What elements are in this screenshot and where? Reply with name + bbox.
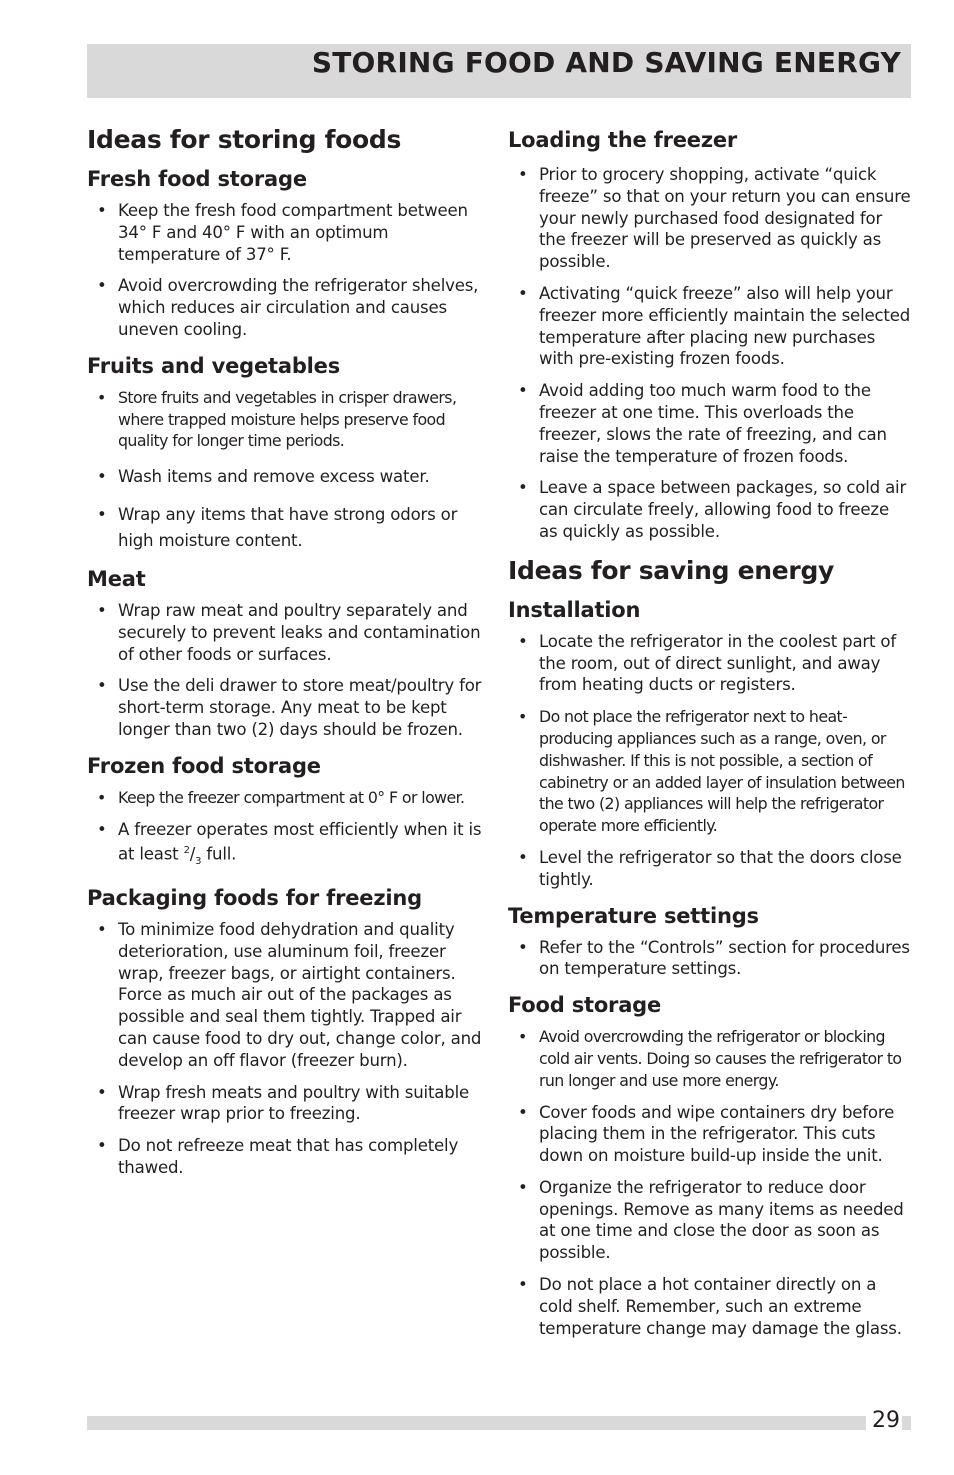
page-number: 29: [866, 1406, 902, 1436]
list-item: • Locate the refrigerator in the coolest part of the room, out of direct sunlight, and away from heating ducts or registers.: [518, 631, 897, 695]
section-title: Food storage: [508, 993, 662, 1018]
list-item: • Do not refreeze meat that has completely thawed.: [97, 1136, 459, 1177]
section-title: Frozen food storage: [87, 753, 321, 778]
section-installation: [508, 595, 912, 891]
list-item: • Wrap raw meat and poultry separately and securely to prevent leaks and contamination of other foods or surfaces.: [97, 600, 481, 664]
list-item: • Keep the fresh food compartment between 34° F and 40° F with an optimum temperature of 37° F.: [97, 201, 468, 264]
left-column: [87, 122, 487, 1189]
list-item: • Prior to grocery shopping, activate “quick freeze” so that on your return you can ensure your newly purchased food designated for the freezer will be preserved as quickly as possible.: [518, 165, 911, 272]
section-fruits-vegetables: [87, 351, 487, 554]
footer-bar: [87, 1416, 911, 1430]
section-loading-freezer: [508, 122, 912, 543]
list-item: • Organize the refrigerator to reduce door openings. Remove as many items as needed at one time and close the door as soon as possible.: [518, 1177, 904, 1263]
heading-saving-energy: Ideas for saving energy: [508, 555, 835, 585]
list-item: • Wash items and remove excess water.: [97, 467, 430, 487]
list-item: • Keep the freezer compartment at 0° F or lower.: [97, 787, 465, 807]
section-title: Temperature settings: [508, 903, 759, 928]
list-item: • Level the refrigerator so that the doors close tightly.: [518, 847, 902, 889]
list-item: • A freezer operates most efficiently when it is at least $^2/_3$ full.: [97, 819, 482, 868]
section-meat: [87, 564, 487, 741]
section-title: Installation: [508, 597, 641, 622]
list-item: • Wrap any items that have strong odors or high moisture content.: [97, 504, 458, 550]
section-frozen-food: [87, 751, 487, 873]
section-temperature-settings: [508, 901, 912, 981]
list-item: • Activating “quick freeze” also will help your freezer more efficiently maintain the selected temperature after placing new purchases with pre-existing frozen foods.: [518, 283, 911, 369]
list-item: • Do not place a hot container directly on a cold shelf. Remember, such an extreme temperature change may damage the glass.: [518, 1275, 902, 1338]
right-column: [508, 122, 912, 1349]
fraction-numerator: 2: [183, 845, 190, 857]
section-fresh-food: [87, 164, 487, 341]
heading-storing-foods: Ideas for storing foods: [87, 125, 402, 154]
list-item: • Avoid overcrowding the refrigerator or blocking cold air vents. Doing so causes the refrigerator to run longer and use more energy.: [518, 1027, 902, 1090]
list-item: • Avoid adding too much warm food to the freezer at one time. This overloads the freezer, slows the rate of freezing, and can raise the temperature of frozen foods.: [518, 381, 887, 466]
section-packaging: [87, 883, 487, 1179]
list-item: • To minimize food dehydration and quality deterioration, use aluminum foil, freezer wrap, freezer bags, or airtight containers. Force as much air out of the packages as possible and seal them tightly. Trapped air can cause food to dry out, change color, and develop an off flavor (freezer burn).: [97, 919, 482, 1070]
section-title: Loading the freezer: [508, 128, 738, 152]
list-item: • Wrap fresh meats and poultry with suitable freezer wrap prior to freezing.: [97, 1082, 469, 1124]
section-title: Meat: [87, 566, 146, 591]
list-item: • Use the deli drawer to store meat/poultry for short-term storage. Any meat to be kept longer than two (2) days should be frozen.: [97, 676, 482, 739]
page-title: STORING FOOD AND SAVING ENERGY: [311, 46, 901, 79]
list-item: • Store fruits and vegetables in crisper drawers, where trapped moisture helps preserve food quality for longer time periods.: [97, 387, 457, 451]
list-item: • Cover foods and wipe containers dry before placing them in the refrigerator. This cuts down on moisture build-up inside the unit.: [518, 1102, 895, 1166]
section-title: Fresh food storage: [87, 167, 307, 191]
section-food-storage: [508, 990, 912, 1339]
list-item: • Refer to the “Controls” section for procedures on temperature settings.: [518, 937, 910, 979]
section-title: Packaging foods for freezing: [87, 885, 422, 910]
list-item: • Do not place the refrigerator next to heat-producing appliances such as a range, oven, or dishwasher. If this is not possible, a section of cabinetry or an added layer of insulation between the two (2) appliances will help the refrigerator operate more efficiently.: [518, 707, 905, 836]
list-item: • Leave a space between packages, so cold air can circulate freely, allowing food to freeze as quickly as possible.: [518, 478, 907, 541]
fraction-denominator: 3: [195, 856, 202, 868]
list-item: • Avoid overcrowding the refrigerator shelves, which reduces air circulation and causes uneven cooling.: [97, 276, 479, 339]
section-title: Fruits and vegetables: [87, 353, 341, 378]
header-bar: [87, 44, 911, 98]
